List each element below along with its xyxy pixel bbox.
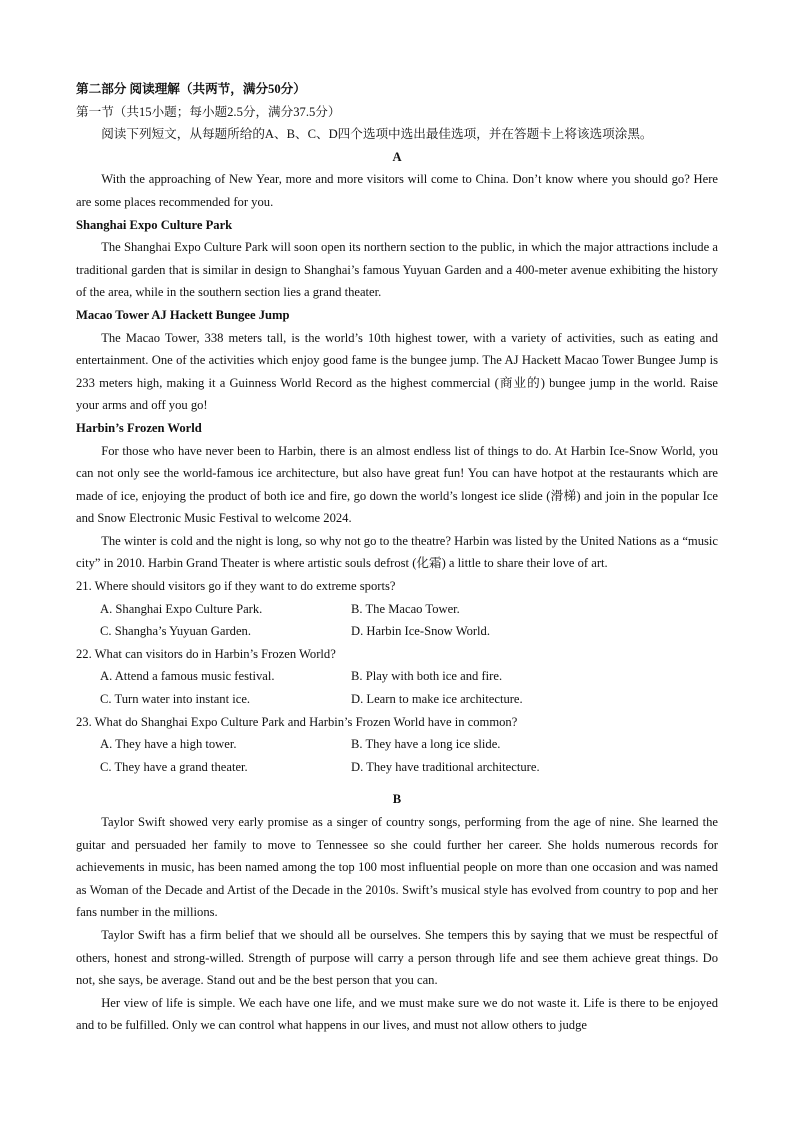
question-options (76, 733, 718, 778)
option-c: C. Turn water into instant ice. (100, 692, 251, 707)
passage-a-intro: With the approaching of New Year, more and more visitors will come to China. Don’t know where you should go? Here are some places recommended for you. (76, 172, 718, 209)
option-b: B. Play with both ice and fire. (351, 669, 503, 684)
passage-b-label: B (392, 792, 402, 807)
option-a: A. They have a high tower. (100, 737, 237, 752)
option-b: B. They have a long ice slide. (351, 737, 501, 752)
option-b: B. The Macao Tower. (351, 601, 460, 616)
option-d: D. Learn to make ice architecture. (351, 692, 523, 707)
option-d: D. Harbin Ice-Snow World. (351, 624, 491, 639)
question-21 (76, 575, 718, 643)
question-options (76, 598, 718, 643)
paragraph-swift-3: Her view of life is simple. We each have one life, and we must make sure we do not waste it. Life is there to be enjoyed and to be fulfilled. Only we can control what happens in our lives, and must not allow others to judge (76, 995, 718, 1033)
question-stem: 22. What can visitors do in Harbin’s Frozen World? (76, 646, 336, 661)
paragraph-harbin-1: For those who have never been to Harbin, there is an almost endless list of things to do. At Harbin Ice-Snow World, you can not only see the world-famous ice architecture, but also have great fun! You can have hotpot at the restaurants which are made of ice, enjoying the product of both ice and fire, go down the world’s longest ice slide (滑梯) and join in the popular Ice and Snow Electronic Music Festival to welcome 2024. (76, 443, 718, 526)
paragraph-swift-1: Taylor Swift showed very early promise as a singer of country songs, performing from the age of nine. She learned the guitar and persuaded her family to move to Tennessee so she could further her career. She holds numerous records for achievements in music, has been named among the top 100 most influential people on more than one occasion and was named as Woman of the Decade and Artist of the Decade in the 2010s. Swift’s musical style has evolved from country to pop and her fans number in the millions. (76, 815, 718, 920)
option-a: A. Attend a famous music festival. (100, 669, 275, 684)
question-23 (76, 711, 718, 779)
paragraph-swift-2: Taylor Swift has a firm belief that we should all be ourselves. She tempers this by saying that we must be respectful of others, honest and strong-willed. Strength of purpose will carry a person through life and see them achieve great things. Do not, she says, be average. Stand out and be the best person that you can. (76, 927, 718, 988)
question-stem: 21. Where should visitors go if they want to do extreme sports? (76, 579, 396, 594)
section-heading-shanghai: Shanghai Expo Culture Park (76, 217, 233, 232)
instruction: 阅读下列短文，从每题所给的A、B、C、D四个选项中选出最佳选项，并在答题卡上将该选项涂黑。 (101, 127, 653, 142)
question-options (76, 665, 718, 710)
option-c: C. They have a grand theater. (100, 759, 248, 774)
paragraph-macao: The Macao Tower, 338 meters tall, is the world’s 10th highest tower, with a variety of activities, such as eating and entertainment. One of the activities which enjoy good fame is the bungee jump. The AJ Hackett Macao Tower Bungee Jump is 233 meters high, making it a Guinness World Record as the highest commercial (商业的) bungee jump in the world. Raise your arms and off you go! (76, 330, 718, 413)
section-heading-macao: Macao Tower AJ Hackett Bungee Jump (76, 307, 290, 322)
spacer (76, 778, 718, 788)
section-heading-harbin: Harbin’s Frozen World (76, 420, 202, 435)
question-22 (76, 643, 718, 711)
paragraph-shanghai: The Shanghai Expo Culture Park will soon open its northern section to the public, in which the major attractions include a traditional garden that is similar in design to Shanghai’s famous Yuyuan Garden and a 400-meter avenue exhibiting the history of the area, while in the southern section lies a grand theater. (76, 240, 718, 300)
option-c: C. Shangha’s Yuyuan Garden. (100, 624, 251, 639)
passage-a-label: A (392, 149, 402, 164)
section-title: 第一节（共15小题；每小题2.5分，满分37.5分） (76, 104, 341, 119)
question-stem: 23. What do Shanghai Expo Culture Park and Harbin’s Frozen World have in common? (76, 714, 518, 729)
option-a: A. Shanghai Expo Culture Park. (100, 601, 263, 616)
part-title: 第二部分 阅读理解（共两节，满分50分） (76, 82, 306, 96)
option-d: D. They have traditional architecture. (351, 759, 540, 774)
paragraph-harbin-2: The winter is cold and the night is long, so why not go to the theatre? Harbin was listed by the United Nations as a “music city” in 2010. Harbin Grand Theater is where artistic souls defrost (化霜) a little to share their love of art. (76, 533, 718, 571)
